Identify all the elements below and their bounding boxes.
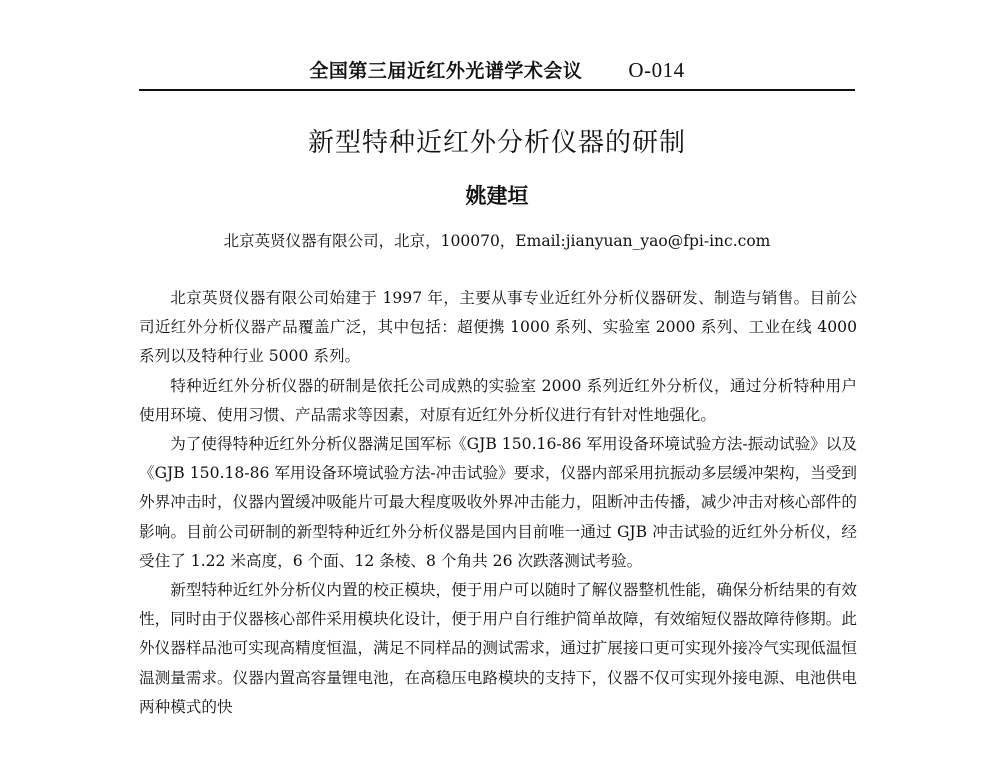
paragraph: 新型特种近红外分析仪内置的校正模块，便于用户可以随时了解仪器整机性能，确保分析结果的有效性，同时由于仪器核心部件采用模块化设计，便于用户自行维护简单故障，有效缩短仪器故障待修期。此外仪器样品池可实现高精度恒温，满足不同样品的测试需求，通过扩展接口更可实现外接冷气实现低温恒温测量需求。仪器内置高容量锂电池，在高稳压电路模块的支持下，仪器不仅可实现外接电源、电池供电两种模式的快 (139, 581, 857, 716)
paragraph: 北京英贤仪器有限公司始建于 1997 年，主要从事专业近红外分析仪器研发、制造与销售。目前公司近红外分析仪器产品覆盖广泛，其中包括：超便携 1000 系列、实验室 2000 系列、工业在线 4000 系列以及特种行业 5000 系列。 (139, 289, 857, 366)
paper-title: 新型特种近红外分析仪器的研制 (307, 128, 686, 158)
paragraph: 特种近红外分析仪器的研制是依托公司成熟的实验室 2000 系列近红外分析仪，通过分析特种用户使用环境、使用习惯、产品需求等因素，对原有近红外分析仪进行有针对性地强化。 (139, 376, 857, 424)
paragraph: 为了使得特种近红外分析仪器满足国军标《GJB 150.16-86 军用设备环境试验方法-振动试验》以及《GJB 150.18-86 军用设备环境试验方法-冲击试验》要求，仪器内部采用抗振动多层缓冲架构，当受到外界冲击时，仪器内置缓冲吸能片可最大程度吸收外界冲击能力，阻断冲击传播，减少冲击对核心部件的影响。目前公司研制的新型特种近红外分析仪器是国内目前唯一通过 GJB 冲击试验的近红外分析仪，经受住了 1.22 米高度，6 个面、12 条棱、8 个角共 26 次跌落测试考验。 (139, 435, 857, 570)
conference-name: 全国第三届近红外光谱学术会议 (309, 60, 583, 82)
running-head (139, 56, 855, 90)
paper-author: 姚建垣 (465, 184, 529, 208)
author-affiliation: 北京英贤仪器有限公司，北京，100070，Email:jianyuan_yao@fpi-inc.com (223, 232, 771, 250)
paper-code: O-014 (628, 58, 685, 82)
body-text (139, 284, 857, 722)
header-rule (139, 89, 855, 91)
